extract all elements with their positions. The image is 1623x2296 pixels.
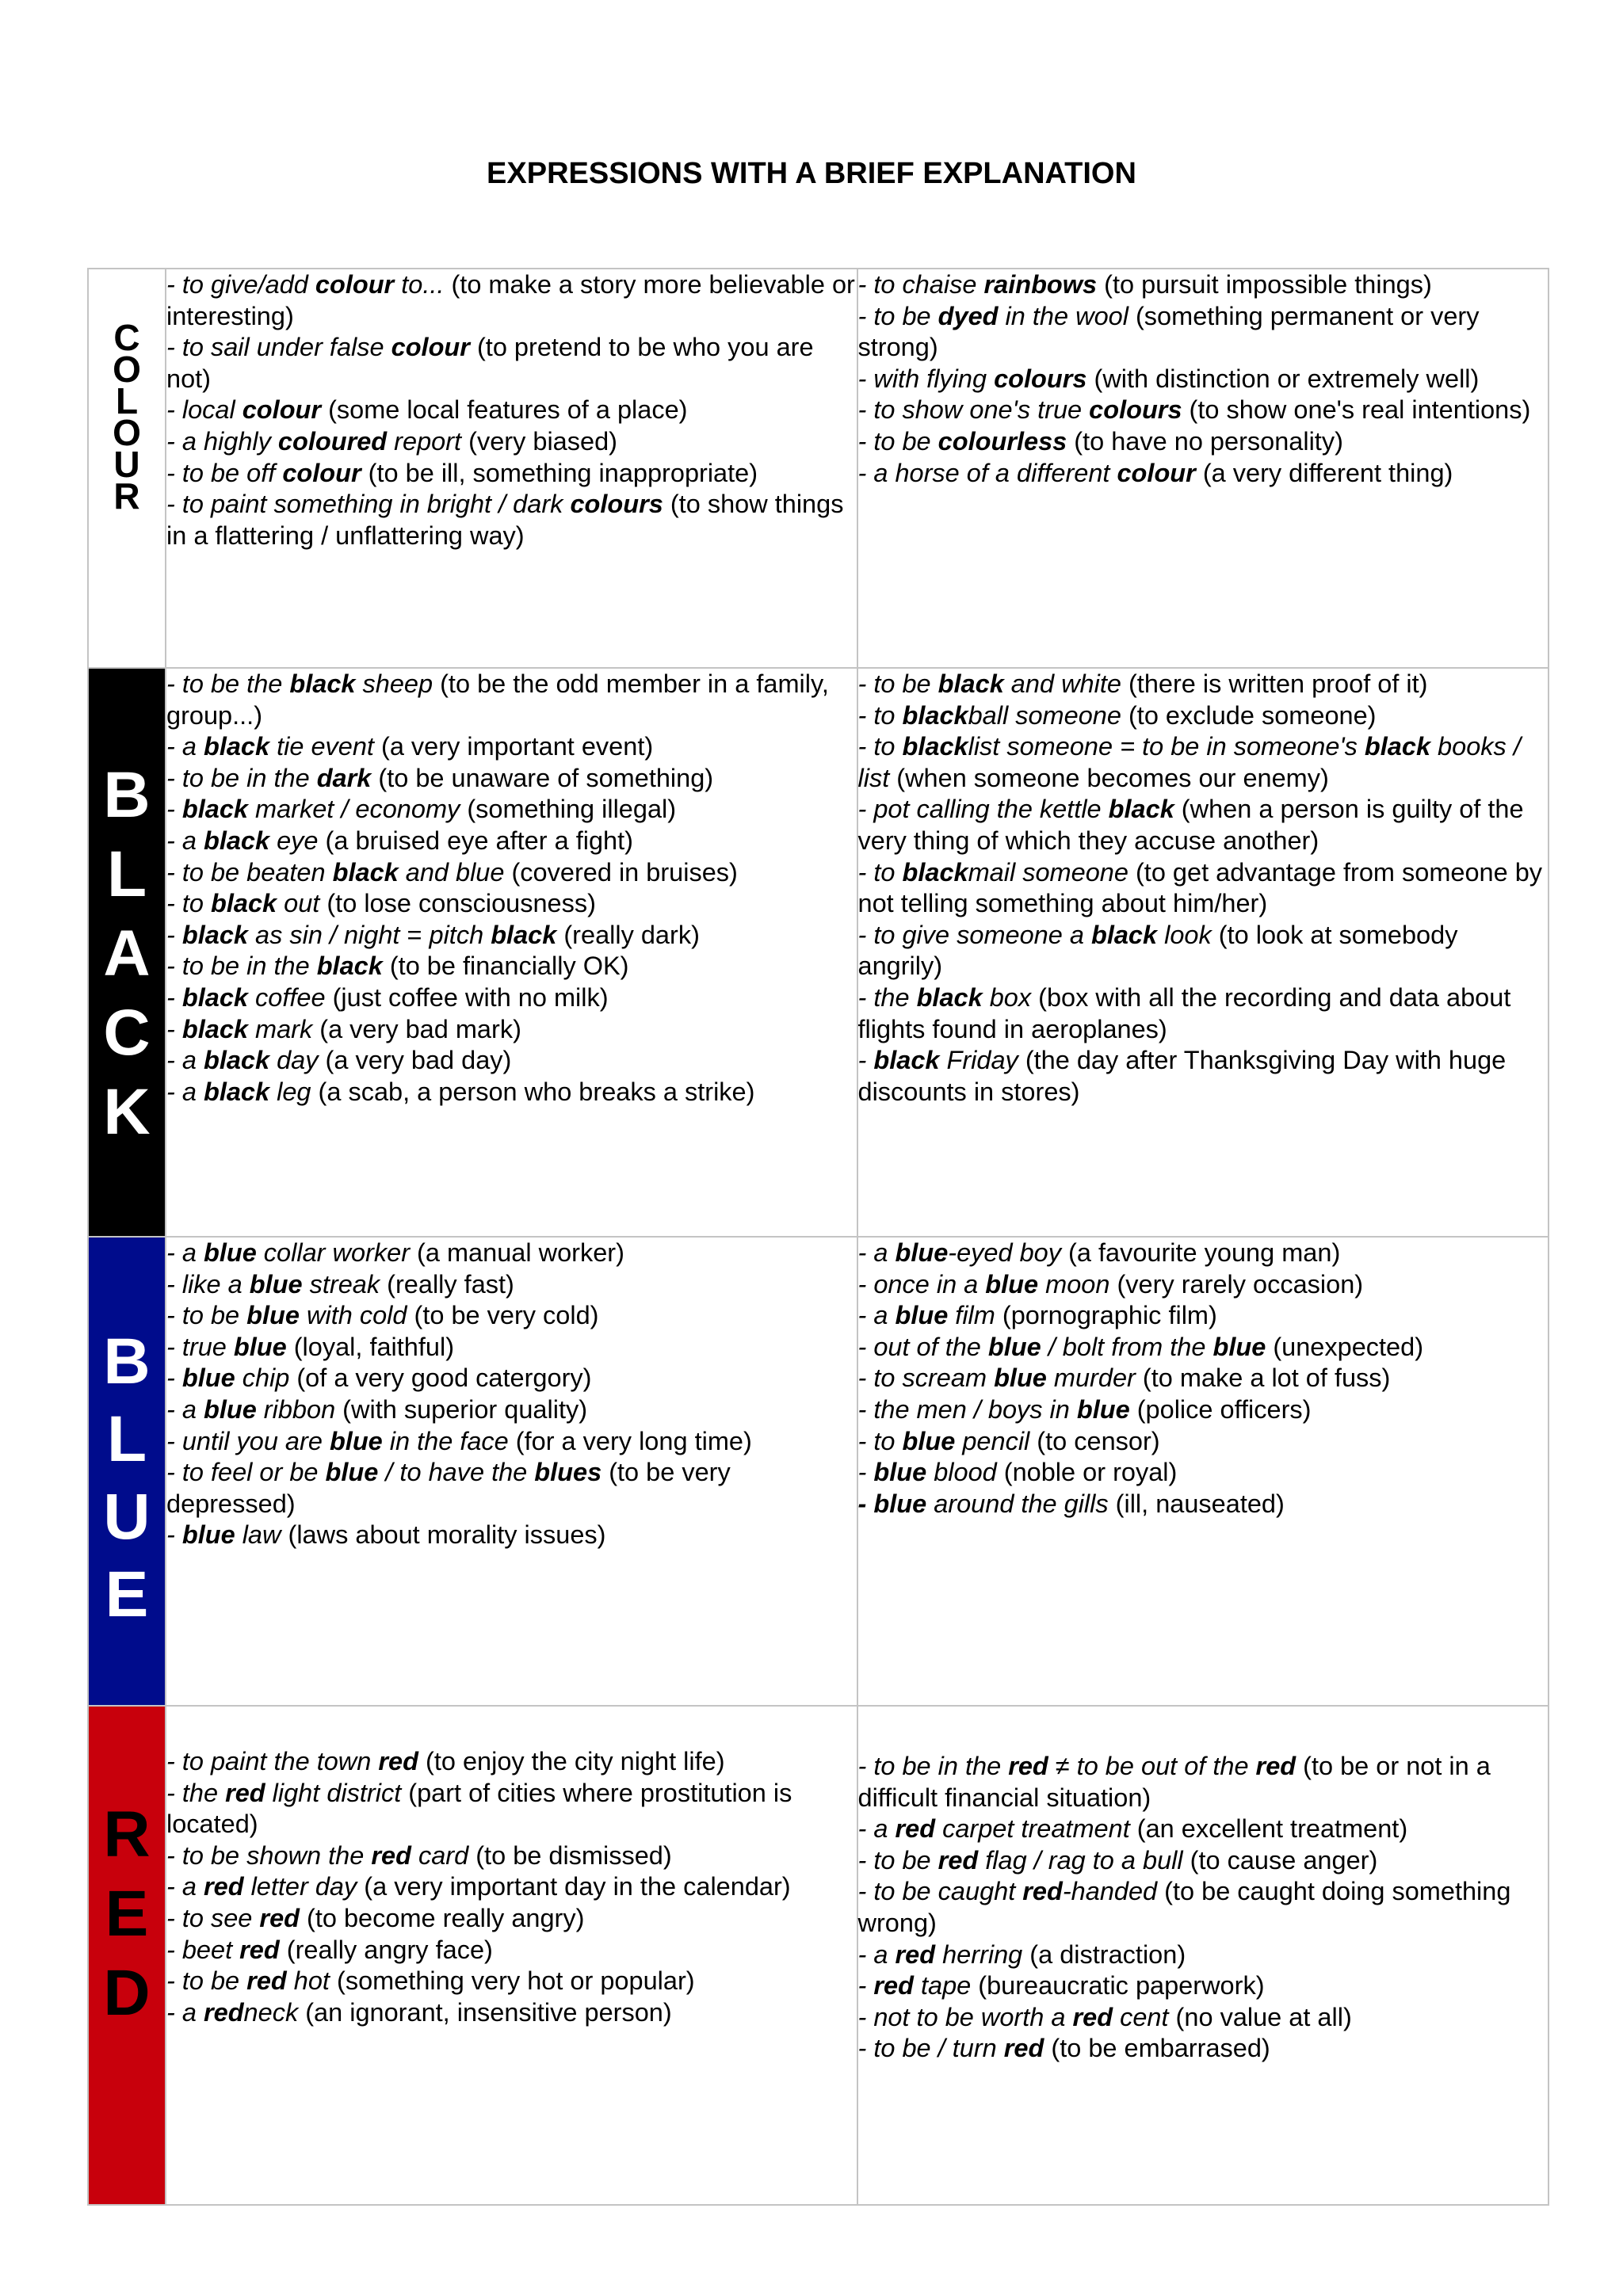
expression-entry: - a horse of a different colour (a very different thing) [857, 458, 1453, 487]
expressions-table [87, 268, 1549, 2206]
label-letter: R [113, 475, 140, 517]
expression-entry: - to sail under false colour (to pretend to be who you are not) [166, 333, 814, 393]
expression-entry: - blue chip (of a very good catergory) [166, 1363, 592, 1393]
expression-entry: - blue blood (noble or royal) [857, 1458, 1178, 1487]
expression-entry: - to blue pencil (to censor) [857, 1426, 1160, 1455]
label-letter: R [103, 1798, 151, 1871]
expressions-colour-right [857, 269, 1549, 668]
expression-entry: - to black out (to lose consciousness) [166, 889, 596, 918]
expression-entry: - to scream blue murder (to make a lot of fuss) [857, 1363, 1391, 1393]
expression-entry: - to be shown the red card (to be dismissed) [166, 1840, 672, 1870]
label-letter: E [105, 1878, 149, 1950]
colour-band-black [88, 668, 166, 1237]
expression-entry: - to blackmail someone (to get advantage from someone by not telling something about him/her) [857, 857, 1543, 918]
expression-entry: - a black leg (a scab, a person who breaks a strike) [166, 1077, 755, 1106]
expression-entry: - a red carpet treatment (an excellent treatment) [857, 1814, 1408, 1844]
label-letter: A [103, 917, 151, 990]
expression-entry: - to be dyed in the wool (something permanent or very strong) [857, 301, 1480, 362]
expression-entry: - a blue collar worker (a manual worker) [166, 1238, 624, 1267]
expression-entry: - to be in the black (to be financially OK) [166, 952, 629, 981]
expressions-red-right [857, 1706, 1549, 2205]
expression-entry: - to be in the red ≠ to be out of the red (to be or not in a difficult financial situation) [857, 1752, 1491, 1812]
expression-entry: - red tape (bureaucratic paperwork) [857, 1971, 1265, 2000]
expression-entry: - true blue (loyal, faithful) [166, 1332, 455, 1361]
expression-entry: - to be red hot (something very hot or popular) [166, 1966, 695, 1996]
expression-entry: - the men / boys in blue (police officers) [857, 1394, 1312, 1424]
expression-entry: - blue around the gills (ill, nauseated) [857, 1489, 1285, 1518]
expressions-red-left [166, 1706, 857, 2205]
expression-entry: - to blackball someone (to exclude someone) [857, 700, 1377, 730]
expression-entry: - black as sin / night = pitch black (really dark) [166, 920, 700, 949]
expression-entry: - black mark (a very bad mark) [166, 1014, 521, 1043]
expression-entry: - until you are blue in the face (for a very long time) [166, 1426, 752, 1455]
section-row-red [88, 1706, 1549, 2205]
expressions-blue-right [857, 1237, 1549, 1706]
expression-entry: - to be black and white (there is written proof of it) [857, 669, 1428, 698]
expression-entry: - black market / economy (something illegal) [166, 795, 677, 824]
expression-entry: - a blue ribbon (with superior quality) [166, 1394, 588, 1424]
label-letter: C [103, 997, 151, 1069]
expression-entry: - black coffee (just coffee with no milk) [166, 982, 609, 1012]
page-title: EXPRESSIONS WITH A BRIEF EXPLANATION [487, 157, 1136, 190]
expression-entry: - to give/add colour to... (to make a story more believable or interesting) [166, 270, 855, 330]
label-letter: L [106, 1403, 147, 1475]
label-letter: D [103, 1957, 151, 2029]
expression-entry: - to be blue with cold (to be very cold) [166, 1301, 599, 1330]
expression-entry: - a redneck (an ignorant, insensitive person) [166, 1997, 672, 2027]
expressions-black-left [166, 668, 857, 1237]
expression-entry: - once in a blue moon (very rarely occasion) [857, 1269, 1364, 1299]
expression-entry: - a black eye (a bruised eye after a fight) [166, 826, 633, 855]
expression-entry: - to be caught red-handed (to be caught doing something wrong) [857, 1877, 1511, 1937]
expression-entry: - to be the black sheep (to be the odd member in a family, group...) [166, 669, 829, 730]
colour-band-colour [88, 269, 166, 668]
section-row-blue [88, 1237, 1549, 1706]
expression-entry: - local colour (some local features of a place) [166, 395, 688, 425]
expression-entry: - blue law (laws about morality issues) [166, 1520, 606, 1550]
label-letter: K [103, 1076, 151, 1148]
label-letter: O [113, 349, 141, 390]
expression-entry: - to be off colour (to be ill, something inappropriate) [166, 458, 758, 487]
label-letter: U [103, 1481, 151, 1553]
expression-entry: - to paint the town red (to enjoy the city night life) [166, 1747, 725, 1775]
expression-entry: - the red light district (part of cities where prostitution is located) [166, 1778, 792, 1839]
label-letter: E [105, 1558, 149, 1630]
expression-entry: - to see red (to become really angry) [166, 1903, 585, 1932]
expression-entry: - with flying colours (with distinction or extremely well) [857, 364, 1480, 393]
expression-entry: - a black day (a very bad day) [166, 1046, 512, 1075]
label-letter: O [113, 412, 141, 453]
expression-entry: - a black tie event (a very important event) [166, 732, 654, 761]
expression-entry: - to be beaten black and blue (covered in bruises) [166, 857, 738, 887]
section-label-blue [89, 1238, 165, 1634]
expression-entry: - out of the blue / bolt from the blue (unexpected) [857, 1332, 1424, 1361]
section-row-colour [88, 269, 1549, 668]
expression-entry: - the black box (box with all the recording and data about flights found in aeroplanes) [857, 982, 1511, 1043]
expression-entry: - to blacklist someone = to be in someone's black books / list (when someone becomes our enemy) [857, 732, 1521, 792]
label-letter: B [103, 759, 151, 831]
section-label-black [89, 669, 165, 1152]
expression-entry: - a blue-eyed boy (a favourite young man) [857, 1238, 1341, 1267]
label-letter: C [113, 317, 140, 358]
colour-band-blue [88, 1237, 166, 1706]
section-label-red [89, 1707, 165, 2033]
label-letter: U [113, 444, 140, 485]
label-letter: L [115, 380, 139, 421]
section-row-black [88, 668, 1549, 1237]
expression-entry: - a red herring (a distraction) [857, 1939, 1186, 1969]
expression-entry: - black Friday (the day after Thanksgiving Day with huge discounts in stores) [857, 1046, 1507, 1106]
expressions-blue-left [166, 1237, 857, 1706]
expression-entry: - to be in the dark (to be unaware of something) [166, 763, 714, 792]
expression-entry: - like a blue streak (really fast) [166, 1269, 514, 1299]
expression-entry: - a red letter day (a very important day in the calendar) [166, 1872, 791, 1901]
colour-band-red [88, 1706, 166, 2205]
expression-entry: - to feel or be blue / to have the blues (to be very depressed) [166, 1458, 731, 1518]
expression-entry: - to paint something in bright / dark colours (to show things in a flattering / unflattering way) [166, 490, 844, 550]
expression-entry: - to be colourless (to have no personality) [857, 426, 1343, 456]
label-letter: B [103, 1325, 151, 1398]
label-letter: L [106, 838, 147, 910]
expression-entry: - to give someone a black look (to look at somebody angrily) [857, 920, 1458, 981]
expression-entry: - not to be worth a red cent (no value at all) [857, 2002, 1352, 2031]
expression-entry: - beet red (really angry face) [166, 1935, 493, 1964]
expression-entry: - to chaise rainbows (to pursuit impossible things) [857, 270, 1432, 299]
expressions-colour-left [166, 269, 857, 668]
expression-entry: - a blue film (pornographic film) [857, 1301, 1217, 1330]
section-label-colour [89, 269, 165, 517]
expressions-black-right [857, 668, 1549, 1237]
expression-entry: - pot calling the kettle black (when a person is guilty of the very thing of which they accuse another) [857, 795, 1524, 855]
expression-entry: - to be red flag / rag to a bull (to cause anger) [857, 1845, 1378, 1875]
expression-entry: - to be / turn red (to be embarrased) [857, 2034, 1270, 2063]
expression-entry: - to show one's true colours (to show one's real intentions) [857, 395, 1531, 425]
expression-entry: - a highly coloured report (very biased) [166, 426, 617, 456]
